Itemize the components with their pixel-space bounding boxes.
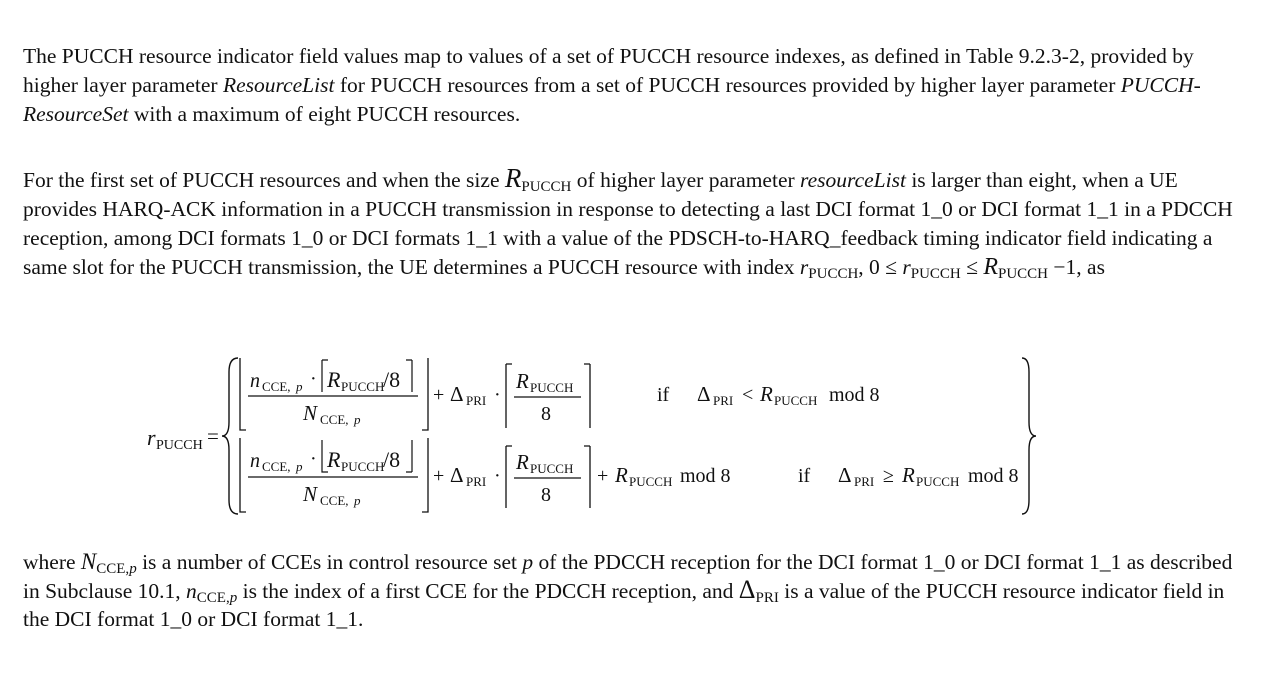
row2-delta: Δ bbox=[450, 463, 464, 487]
row1-if: if bbox=[657, 384, 670, 406]
row2-eight: 8 bbox=[541, 484, 551, 506]
symbol-p: p bbox=[522, 550, 534, 574]
text: of higher layer parameter bbox=[571, 168, 801, 192]
paragraph-resource-indicator bbox=[23, 42, 1248, 129]
math-n-cce-p bbox=[186, 579, 238, 606]
text: of the PDCCH reception for the DCI format 1_0 or DCI format 1_1 as described in Subclause 10.1, bbox=[23, 550, 1233, 603]
left-brace bbox=[222, 358, 238, 514]
row2-cond-R: R bbox=[902, 463, 915, 487]
text: is a value of the PUCCH resource indicator field in the DCI format 1_0 or DCI format 1_1. bbox=[23, 579, 1225, 631]
subscript-cce: CCE, bbox=[96, 561, 130, 577]
subscript-pucch: PUCCH bbox=[521, 179, 572, 195]
subscript-pucch: PUCCH bbox=[808, 266, 859, 282]
row2-cond-pri: PRI bbox=[854, 474, 875, 489]
row2-pri: PRI bbox=[466, 474, 487, 489]
param-resourcelist: ResourceList bbox=[222, 73, 335, 97]
row2-n: n bbox=[250, 450, 260, 472]
math-R-pucch bbox=[504, 163, 572, 195]
row1-N-p: p bbox=[354, 412, 361, 427]
text: , bbox=[858, 255, 870, 279]
row1-plus: + bbox=[433, 384, 445, 406]
row1-slash8: /8 bbox=[383, 367, 401, 392]
le-sign: ≤ bbox=[960, 255, 984, 279]
row2-R-sub: PUCCH bbox=[341, 459, 385, 474]
subscript-pucch: PUCCH bbox=[910, 266, 961, 282]
paragraph-where bbox=[23, 548, 1248, 633]
row2-cond-delta: Δ bbox=[838, 463, 852, 487]
row1-N-cce: CCE, bbox=[320, 412, 349, 427]
param-pucch-resourceset: PUCCH-ResourceSet bbox=[23, 73, 1201, 126]
row1-delta: Δ bbox=[450, 382, 464, 406]
text: is larger than eight, when a UE provides HARQ-ACK information in a PUCCH transmission in response to detecting a last DCI format 1_0 or DCI format 1_1 in a PDCCH reception, among DCI formats 1_0 or DCI formats 1_1 with a value of the PDSCH-to-HARQ_feedback timing indicator field indicating a same slot for the PUCCH transmission, the UE determines a PUCCH resource with index bbox=[23, 168, 1233, 279]
subscript-pri: PRI bbox=[755, 590, 779, 606]
text: for PUCCH resources from a set of PUCCH resources provided by higher layer parameter bbox=[334, 73, 1121, 97]
eq-lhs-sub: PUCCH bbox=[156, 438, 203, 453]
row2-R2-sub: PUCCH bbox=[530, 461, 574, 476]
row2-cce: CCE, bbox=[262, 459, 291, 474]
row1-n: n bbox=[250, 370, 260, 392]
symbol-r: r bbox=[902, 255, 911, 279]
symbol-r: r bbox=[799, 255, 809, 279]
subscript-cce: CCE, bbox=[196, 590, 230, 606]
row2-floor-right bbox=[422, 438, 428, 512]
row1-cce: CCE, bbox=[262, 379, 291, 394]
row1-R2: R bbox=[516, 369, 529, 393]
symbol-R: R bbox=[504, 163, 522, 193]
paragraph-first-set bbox=[23, 164, 1248, 282]
row1-floor-right bbox=[422, 358, 428, 430]
math-r-pucch bbox=[799, 255, 859, 282]
minus-one: −1 bbox=[1048, 255, 1077, 279]
row2-slash8: /8 bbox=[383, 447, 401, 472]
subscript-p: p bbox=[129, 561, 137, 577]
row1-N: N bbox=[303, 401, 318, 425]
symbol-R: R bbox=[983, 254, 998, 280]
subscript-p: p bbox=[229, 590, 238, 606]
row1-cond-R: R bbox=[760, 382, 773, 406]
row1-mod8: mod 8 bbox=[829, 384, 880, 406]
row2-cond-R-sub: PUCCH bbox=[916, 474, 960, 489]
row1-dot2: · bbox=[494, 384, 501, 406]
row1-R: R bbox=[327, 367, 341, 392]
row2-plus: + bbox=[433, 465, 445, 487]
row1-R2-sub: PUCCH bbox=[530, 380, 574, 395]
symbol-n: n bbox=[186, 579, 197, 603]
row1-R-sub: PUCCH bbox=[341, 379, 385, 394]
row2-R3: R bbox=[615, 463, 628, 487]
row1-p: p bbox=[296, 379, 303, 394]
row2-plus2: + bbox=[597, 465, 609, 487]
row2-R3-sub: PUCCH bbox=[629, 474, 673, 489]
param-resourcelist-lower: resourceList bbox=[800, 168, 906, 192]
row2-if: if bbox=[798, 465, 811, 487]
math-range bbox=[869, 254, 1077, 282]
row2-ge: ≥ bbox=[883, 465, 894, 487]
text: The PUCCH resource indicator field values map to values of a set of PUCCH resource indexes, as defined in Table 9.2.3-2, provided by higher layer parameter bbox=[23, 44, 1194, 97]
row2-R: R bbox=[327, 447, 341, 472]
row2-floor-left bbox=[240, 438, 246, 512]
row2-mod8: mod 8 bbox=[680, 465, 731, 487]
row2-dot: · bbox=[310, 448, 317, 470]
symbol-N: N bbox=[80, 549, 97, 574]
row2-N: N bbox=[303, 482, 318, 506]
row1-floor-left bbox=[240, 358, 246, 430]
subscript-pucch: PUCCH bbox=[998, 266, 1049, 282]
text: For the first set of PUCCH resources and when the size bbox=[23, 168, 505, 192]
text: where bbox=[23, 550, 81, 574]
row2-p: p bbox=[296, 459, 303, 474]
row2-R2: R bbox=[516, 450, 529, 474]
text: is a number of CCEs in control resource set bbox=[136, 550, 523, 574]
symbol-delta: Δ bbox=[738, 575, 756, 604]
row1-dot: · bbox=[310, 368, 317, 390]
range-start: 0 ≤ bbox=[869, 255, 903, 279]
row2-cond-mod8: mod 8 bbox=[968, 465, 1019, 487]
row1-cond-pri: PRI bbox=[713, 393, 734, 408]
row1-cond-delta: Δ bbox=[697, 382, 711, 406]
eq-lhs-r: r bbox=[147, 425, 156, 450]
text: , as bbox=[1076, 255, 1105, 279]
row1-cond-R-sub: PUCCH bbox=[774, 393, 818, 408]
math-delta-pri bbox=[738, 575, 779, 606]
row1-lt: < bbox=[742, 384, 754, 406]
right-brace bbox=[1022, 358, 1036, 514]
eq-equals: = bbox=[207, 424, 219, 448]
row2-N-cce: CCE, bbox=[320, 493, 349, 508]
pucch-index-equation bbox=[0, 350, 1270, 525]
row1-pri: PRI bbox=[466, 393, 487, 408]
row2-dot2: · bbox=[494, 465, 501, 487]
text: with a maximum of eight PUCCH resources. bbox=[128, 102, 521, 126]
row2-N-p: p bbox=[354, 493, 361, 508]
text: is the index of a first CCE for the PDCCH reception, and bbox=[237, 579, 739, 603]
row1-eight: 8 bbox=[541, 403, 551, 425]
math-N-cce-p bbox=[80, 549, 137, 577]
